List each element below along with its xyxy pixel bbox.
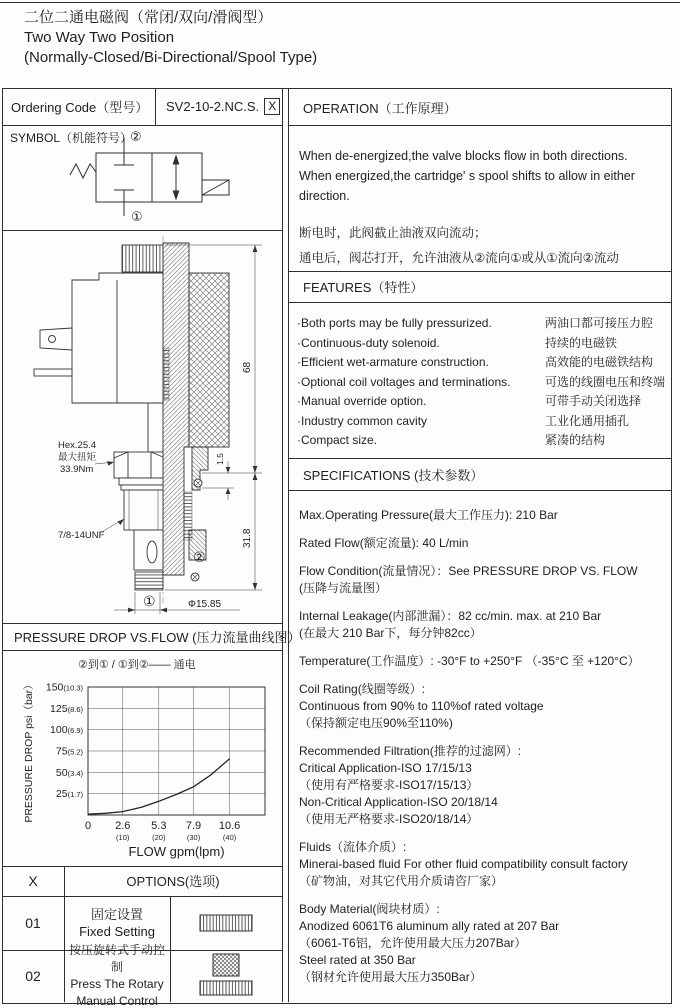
dim-68-label: 68 [242,361,253,373]
page-title [24,8,317,68]
pressure-drop-vs-flow-chart [2,650,282,866]
chart-legend: ②到① / ①到②—— 通电 [78,659,196,671]
title-zh: 二位二通电磁阀（常闭/双向/滑阀型） [24,9,273,26]
dim-31-8-label: 31.8 [242,528,253,548]
hex-torque-label-line2: 最大扭矩 [58,452,97,463]
specifications-list [289,490,671,997]
symbol-port-1-label: ① [131,209,143,224]
specifications-section-header: SPECIFICATIONS (技术参数） [303,467,484,483]
title-en-1: Two Way Two Position [24,29,175,46]
thread-size-label: 7/8-14UNF [58,530,105,541]
feature-item: ·Optional coil voltages and terminations. 可选的线圈电压和终端 [297,374,666,389]
option-row-2-label: 按压旋转式手动控制 Press The Rotary Manual Control [68,943,165,1008]
x-tick-sublabel: (10) [116,833,130,842]
x-tick-label: 2.6 [115,820,131,832]
drawing-port-1-label: ① [143,593,156,609]
x-tick-sublabel: (40) [222,833,237,842]
x-tick-label: 7.9 [185,820,202,832]
spec-item: Max.Operating Pressure(最大工作压力): 210 Bar [299,508,558,522]
spec-item: Flow Condition(流量情况）：See PRESSURE DROP VS. FLOW (压降与流量图） [299,564,638,595]
operation-section-header: OPERATION（工作原理） [303,100,457,116]
hex-torque-label-line3: 33.9Nm [60,464,94,475]
symbol-port-2-label: ② [130,129,142,144]
y-axis-title: PRESSURE DROP psi（bar） [23,679,35,823]
spec-item: Fluids（流体介质）: Minerai-based fluid For other fluid compatibility consult factory （矿物油，对其它代用介质请咨厂家） [299,840,628,888]
features-list [289,302,677,451]
pressure-chart-section-header: PRESSURE DROP VS.FLOW (压力流量曲线图） [14,630,301,645]
spec-item: Recommended Filtration(推荐的过滤网）: Critical Application-ISO 17/15/13 （使用有严格要求-ISO17/15/13） Non-Critical Application-ISO 20/18/14 （使用无严格要求-ISO20/18/14） [299,744,522,826]
rotary-knob-icon [199,953,253,999]
feature-item: ·Compact size. 紧凑的结构 [297,433,606,447]
x-tick-label: 10.6 [218,820,241,832]
ordering-code-value: SV2-10-2.NC.S. X [155,88,293,125]
x-tick-label: 5.3 [151,820,167,832]
feature-item: ·Both ports may be fully pressurized. 两油口都可接压力腔 [297,316,654,330]
spec-item: Coil Rating(线圈等级）: Continuous from 90% to 110%of rated voltage （保持额定电压90%至110%) [299,682,544,730]
x-tick-sublabel: (20) [152,833,166,842]
ordering-code-label: Ordering Code（型号） [11,100,149,115]
option-row-2-code: 02 [25,967,41,984]
knurled-nut-side-icon [199,913,253,933]
top-rule [0,2,680,3]
options-header-label: OPTIONS(选项) [126,873,220,889]
spec-item: Body Material(阀块材质）: Anodized 6061T6 aluminum ally rated at 207 Bar （6061-T6铝，允许使用最大压力207Bar） Steel rated at 350 Bar （钢材允许使用最大压力350Bar） [299,902,560,984]
spec-item: Internal Leakage(内部泄漏）：82 cc/min. max. at 210 Bar (在最大 210 Bar下，每分钟82cc） [299,609,602,640]
y-tick-label: 125(8.6) [50,702,83,715]
feature-item: ·Industry common cavity 工业化通用插孔 [297,413,630,428]
option-row-1-icon-cell [170,896,282,950]
operation-text: When de-energized,the valve blocks flow in both directions. When energized,the cartridge' s spool shifts to allow in either direction. 断电时，此阀截止油液双向流动； 通电后，阀芯打开，允许油液从②流向①或从①流向②流动 [299,149,635,265]
dim-1-5-label: 1.5 [215,453,225,465]
ordering-code-suffix-box: X [264,98,280,115]
y-tick-label: 25(1.7) [55,788,83,801]
title-en-2: (Normally-Closed/Bi-Directional/Spool Type) [24,49,318,66]
x-axis-title: FLOW gpm(lpm) [128,844,225,859]
valve-symbol-diagram [2,125,282,230]
column-divider-left [282,88,283,1002]
y-tick-label: 150(10.3) [45,681,83,694]
feature-item: ·Manual override option. 可带手动关闭选择 [297,394,642,408]
y-tick-label: 50(3.4) [55,766,83,779]
option-row-2-icon-cell [170,950,282,1002]
hex-torque-label-line1: Hex.25.4 [58,440,97,451]
feature-item: ·Continuous-duty solenoid. 持续的电磁铁 [297,335,618,350]
option-row-1-code: 01 [25,914,41,931]
drawing-port-2-label: ② [193,549,206,565]
spec-item: Temperature(工作温度）: -30°F to +250°F （-35°C 至 +120°C） [299,654,640,668]
dim-diameter-label: Φ15.85 [188,599,222,610]
valve-cross-section-drawing [2,230,282,623]
features-section-header: FEATURES（特性） [303,280,424,295]
x-tick-label: 0 [84,820,92,832]
spec-item: Rated Flow(额定流量): 40 L/min [299,536,469,550]
y-tick-label: 100(6.9) [50,724,83,737]
options-header-x: X [28,872,38,889]
x-tick-sublabel: (30) [186,833,201,842]
symbol-section-label: SYMBOL（机能符号） [10,131,133,145]
y-tick-label: 75(5.2) [55,745,83,758]
feature-item: ·Efficient wet-armature construction. 高效能的电磁铁结构 [297,355,654,369]
option-row-1-label: 固定设置 Fixed Setting [79,907,155,939]
